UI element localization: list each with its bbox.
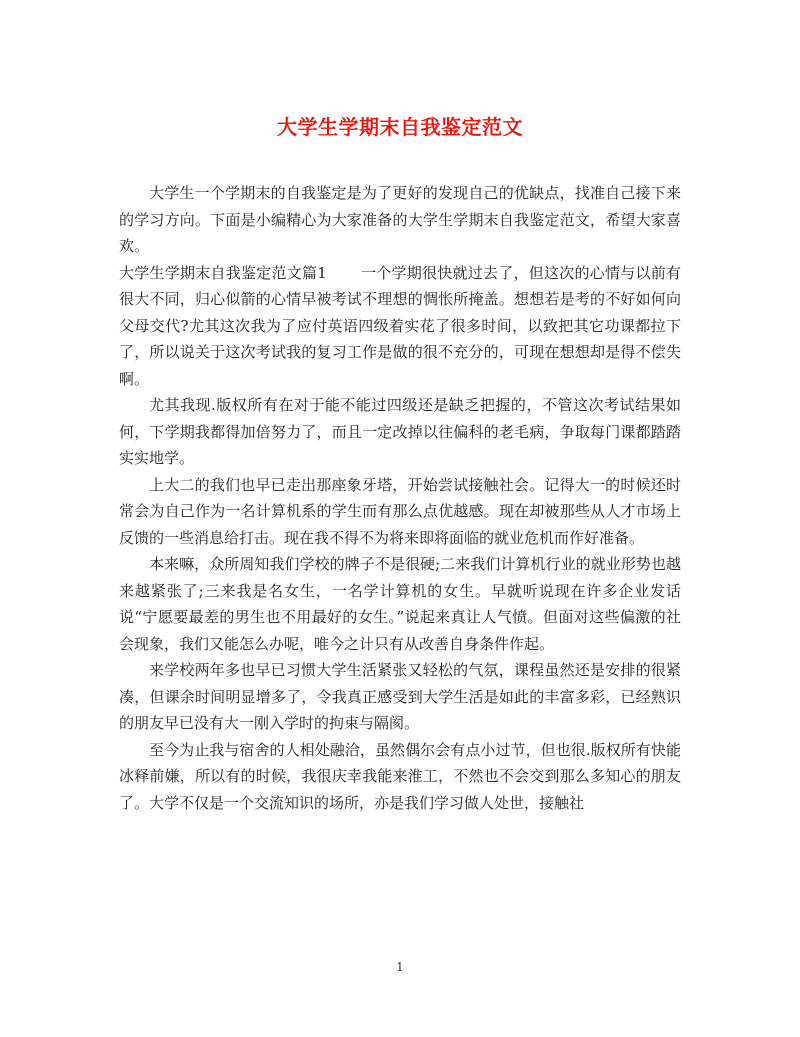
intro-paragraph: 大学生一个学期末的自我鉴定是为了更好的发现自己的优缺点，找准自己接下来的学习方向。下面是小编精心为大家准备的大学生学期末自我鉴定范文，希望大家喜欢。 xyxy=(119,184,681,255)
document-body xyxy=(119,180,681,816)
body-paragraph: 至今为止我与宿舍的人相处融洽，虽然偶尔会有点小过节，但也很.版权所有快能冰释前嫌，所以有的时候，我很庆幸我能来淮工，不然也不会交到那么多知心的朋友了。大学不仅是一个交流知识的场所，亦是我们学习做人处世，接触社 xyxy=(119,740,681,812)
section-first-text: 一个学期很快就过去了，但这次的心情与以前有很大不同，归心似箭的心情早被考试不理想的惆怅所掩盖。想想若是考的不好如何向父母交代?尤其这次我为了应付英语四级着实花了很多时间，以致把其它功课都拉下了，所以说关于这次考试我的复习工作是做的很不充分的，可现在想想却是得不偿失啊。 xyxy=(119,263,681,388)
section-first-paragraph xyxy=(119,260,681,393)
body-paragraph: 尤其我现.版权所有在对于能不能过四级还是缺乏把握的，不管这次考试结果如何，下学期我都得加倍努力了，而且一定改掉以往偏科的老毛病，争取每门课都踏踏实实地学。 xyxy=(119,396,681,467)
document-title: 大学生学期末自我鉴定范文 xyxy=(277,115,523,139)
body-paragraph: 本来嘛，众所周知我们学校的牌子不是很硬;二来我们计算机行业的就业形势也越来越紧张了;三来我是名女生，一名学计算机的女生。早就听说现在许多企业发话说“宁愿要最差的男生也不用最好的女生。”说起来真让人气愤。但面对这些偏激的社会现象，我们又能怎么办呢，唯今之计只有从改善自身条件作起。 xyxy=(119,555,681,653)
body-paragraph: 上大二的我们也早已走出那座象牙塔，开始尝试接触社会。记得大一的时候还时常会为自己作为一名计算机系的学生而有那么点优越感。现在却被那些从人才市场上反馈的一些消息给打击。现在我不得不为将来即将面临的就业危机而作好准备。 xyxy=(119,475,681,547)
body-paragraph: 来学校两年多也早已习惯大学生活紧张又轻松的气氛，课程虽然还是安排的很紧凑，但课余时间明显增多了，令我真正感受到大学生活是如此的丰富多彩，已经熟识的朋友早已没有大一刚入学时的拘束与隔阂。 xyxy=(119,661,681,732)
section-label: 大学生学期末自我鉴定范文篇1 xyxy=(119,263,327,282)
page-number: 1 xyxy=(396,960,404,974)
